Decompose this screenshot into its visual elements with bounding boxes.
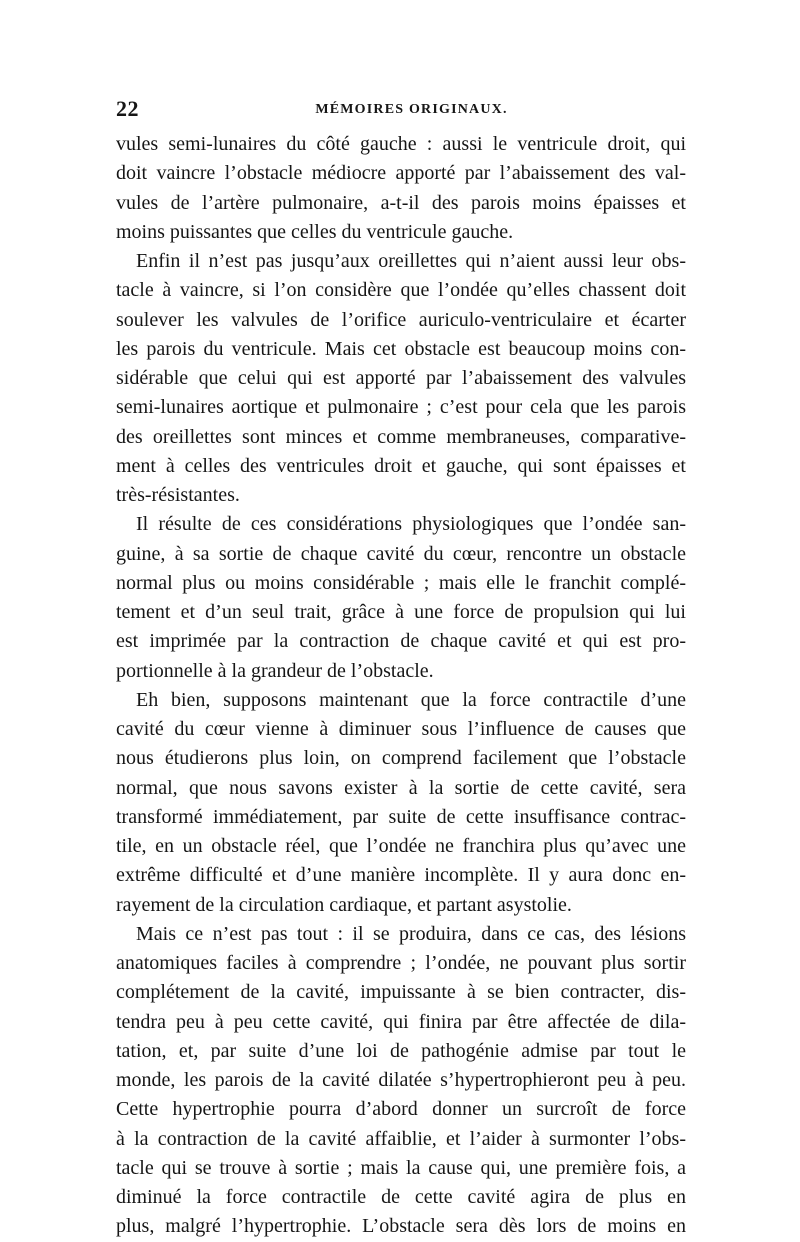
text-line: nous étudierons plus loin, on comprend facilement que l’obstacle bbox=[116, 747, 686, 770]
text-line: monde, les parois de la cavité dilatée s’hypertrophieront peu à peu. bbox=[116, 1069, 686, 1091]
text-line: complétement de la cavité, impuissante à se bien contracter, dis- bbox=[116, 981, 686, 1004]
text-line: vules semi-lunaires du côté gauche : aussi le ventricule droit, qui bbox=[116, 133, 686, 155]
text-line: cavité du cœur vienne à diminuer sous l’influence de causes que bbox=[116, 718, 686, 740]
text-line: les parois du ventricule. Mais cet obstacle est beaucoup moins con- bbox=[116, 337, 686, 360]
body-text bbox=[116, 130, 686, 1242]
text-line: des oreillettes sont minces et comme membraneuses, comparative- bbox=[116, 425, 686, 448]
text-line: Cette hypertrophie pourra d’abord donner un surcroît de force bbox=[116, 1098, 686, 1121]
text-line: à la contraction de la cavité affaiblie, et l’aider à surmonter l’obs- bbox=[116, 1127, 686, 1150]
text-line: plus, malgré l’hypertrophie. L’obstacle sera dès lors de moins en bbox=[116, 1215, 686, 1238]
text-line: ment à celles des ventricules droit et gauche, qui sont épaisses et bbox=[116, 454, 686, 477]
text-line: tation, et, par suite d’une loi de pathogénie admise par tout le bbox=[116, 1039, 686, 1062]
running-head bbox=[114, 96, 689, 126]
text-line: tile, en un obstacle réel, que l’ondée ne franchira plus qu’avec une bbox=[116, 835, 686, 857]
text-line: semi-lunaires aortique et pulmonaire ; c’est pour cela que les parois bbox=[116, 396, 686, 419]
text-line: guine, à sa sortie de chaque cavité du cœur, rencontre un obstacle bbox=[116, 542, 686, 565]
text-line: tement et d’un seul trait, grâce à une force de propulsion qui lui bbox=[116, 601, 686, 623]
text-line: anatomiques faciles à comprendre ; l’ondée, ne pouvant plus sortir bbox=[116, 952, 686, 974]
text-line: Il résulte de ces considérations physiologiques que l’ondée san- bbox=[136, 513, 686, 536]
text-line: est imprimée par la contraction de chaque cavité et qui est pro- bbox=[116, 630, 686, 653]
text-line: sidérable que celui qui est apporté par l’abaissement des valvules bbox=[116, 367, 686, 389]
page-number: 22 bbox=[116, 96, 139, 121]
text-line: tacle à vaincre, si l’on considère que l’ondée qu’elles chassent doit bbox=[116, 279, 686, 302]
text-line: doit vaincre l’obstacle médiocre apporté par l’abaissement des val- bbox=[116, 162, 686, 185]
text-line: normal, que nous savons exister à la sortie de cette cavité, sera bbox=[116, 776, 686, 799]
text-line: Enfin il n’est pas jusqu’aux oreillettes qui n’aient aussi leur obs- bbox=[136, 250, 686, 272]
text-line: soulever les valvules de l’orifice auriculo-ventriculaire et écarter bbox=[116, 308, 686, 331]
text-line: vules de l’artère pulmonaire, a-t-il des parois moins épaisses et bbox=[116, 191, 686, 214]
text-line: extrême difficulté et d’une manière incomplète. Il y aura donc en- bbox=[116, 864, 686, 887]
text-line: diminué la force contractile de cette cavité agira de plus en bbox=[116, 1186, 686, 1208]
text-line: rayement de la circulation cardiaque, et partant asystolie. bbox=[116, 893, 572, 916]
text-line: tacle qui se trouve à sortie ; mais la cause qui, une première fois, a bbox=[116, 1156, 686, 1179]
text-line: moins puissantes que celles du ventricule gauche. bbox=[116, 220, 514, 243]
text-line: transformé immédiatement, par suite de cette insuffisance contrac- bbox=[116, 805, 686, 828]
running-title: MÉMOIRES ORIGINAUX. bbox=[315, 102, 508, 117]
text-line: tendra peu à peu cette cavité, qui finira par être affectée de dila- bbox=[116, 1010, 686, 1033]
text-line: Eh bien, supposons maintenant que la force contractile d’une bbox=[136, 688, 686, 711]
text-line: très-résistantes. bbox=[116, 484, 240, 506]
text-line: Mais ce n’est pas tout : il se produira, dans ce cas, des lésions bbox=[136, 922, 686, 945]
text-line: portionnelle à la grandeur de l’obstacle. bbox=[116, 659, 434, 682]
text-line: normal plus ou moins considérable ; mais elle le franchit complé- bbox=[116, 571, 686, 594]
